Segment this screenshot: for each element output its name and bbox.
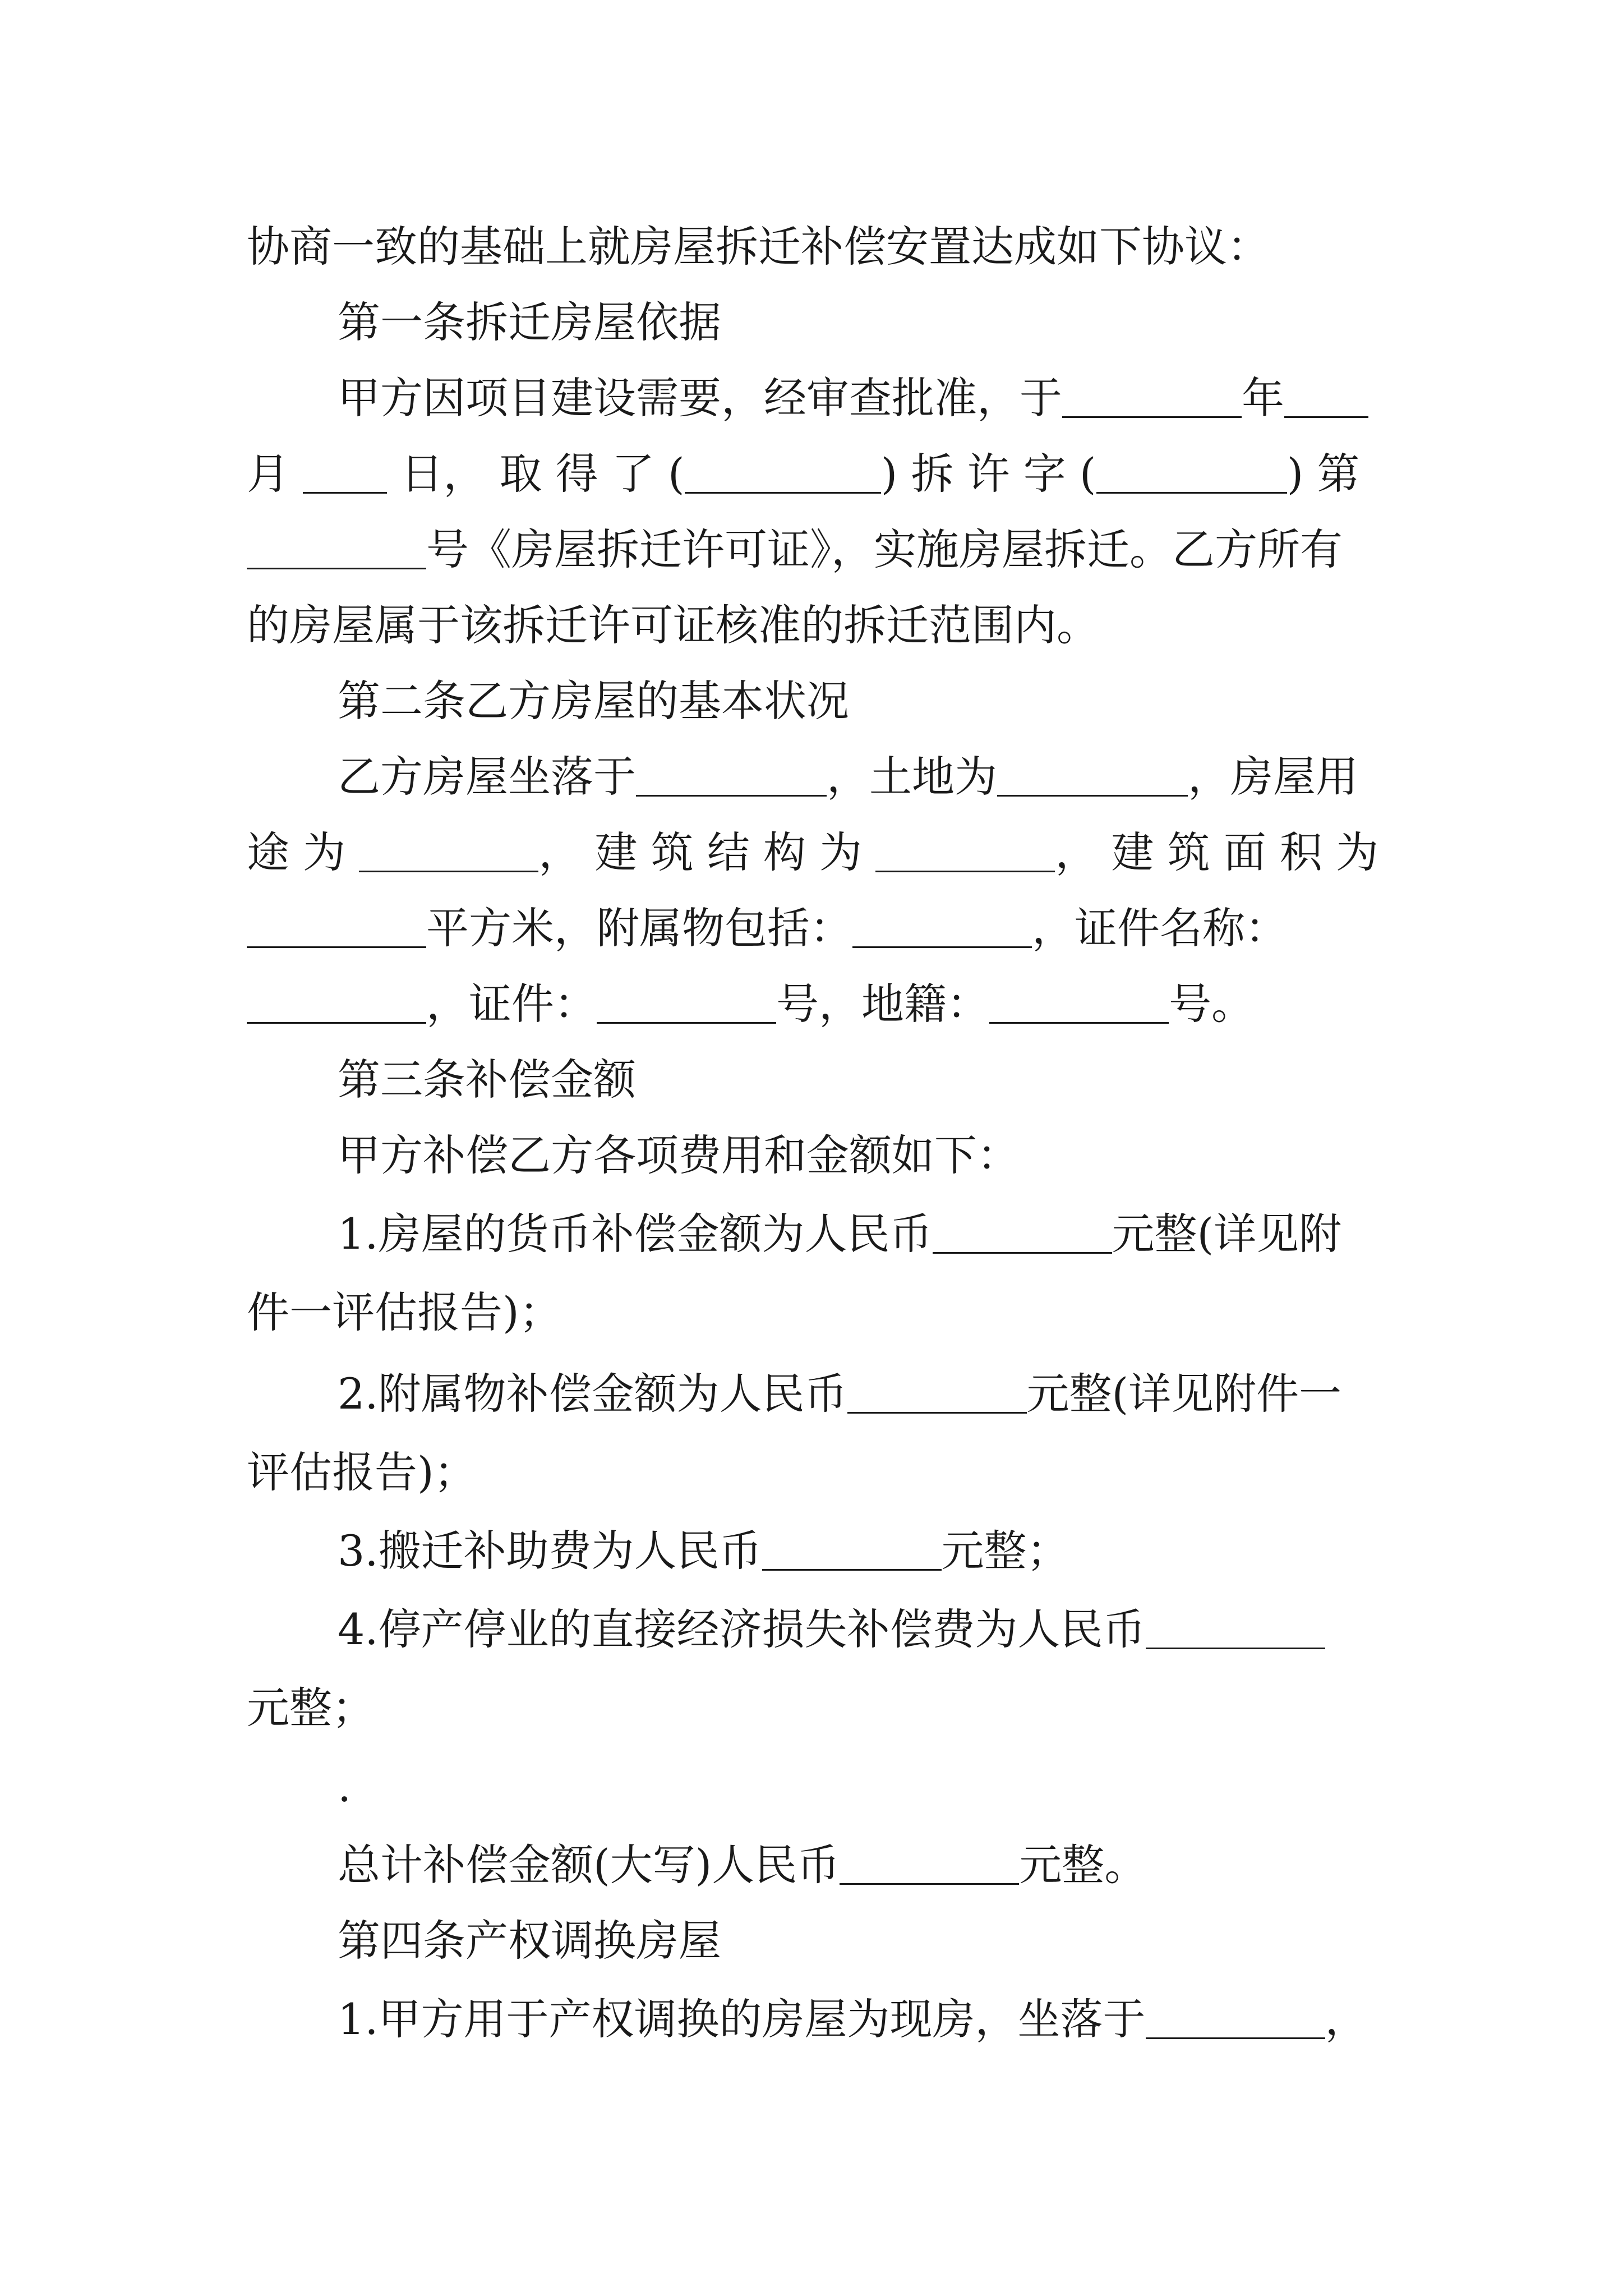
text-run: ) 拆 许 字 ( bbox=[880, 449, 1096, 499]
blank-field bbox=[247, 525, 426, 569]
section-heading-4 bbox=[338, 1907, 1623, 1975]
text-run: ，证件名称： bbox=[1032, 903, 1288, 953]
text-run: 4.停产停业的直接经济损失补偿费为人民币 bbox=[338, 1604, 1146, 1654]
intro-text: 协商一致的基础上就房屋拆迁补偿安置达成如下协议： bbox=[247, 222, 1270, 272]
list-item bbox=[338, 1517, 1623, 1585]
total-line bbox=[338, 1832, 1623, 1899]
blank-field bbox=[636, 752, 827, 797]
blank-field bbox=[852, 904, 1032, 948]
blank-field bbox=[875, 828, 1055, 872]
paragraph-line bbox=[247, 440, 1623, 508]
blank-field bbox=[840, 1841, 1019, 1885]
text-run: ，证件： bbox=[426, 979, 597, 1029]
text-run: 2.附属物补偿金额为人民币 bbox=[338, 1369, 847, 1419]
list-item-continuation bbox=[247, 1439, 1623, 1506]
text-run: 号。 bbox=[1169, 979, 1254, 1029]
text-run: 的房屋属于该拆迁许可证核准的拆迁范围内。 bbox=[247, 600, 1099, 650]
text-run: ， 建 筑 结 构 为 bbox=[538, 827, 863, 877]
blank-field bbox=[933, 1209, 1112, 1254]
text-run: 1.房屋的货币补偿金额为人民币 bbox=[338, 1209, 933, 1259]
blank-field bbox=[1146, 1995, 1325, 2039]
text-run: 1.甲方用于产权调换的房屋为现房，坐落于 bbox=[338, 1994, 1146, 2044]
text-run: ，土地为 bbox=[827, 752, 997, 802]
paragraph-line bbox=[338, 743, 1623, 811]
blank-field bbox=[1062, 374, 1242, 418]
text-run: 途 为 bbox=[247, 827, 346, 877]
paragraph-line bbox=[338, 365, 1623, 432]
text-run: 月 bbox=[247, 449, 289, 499]
text-run: . bbox=[338, 1761, 352, 1811]
text-run: ， bbox=[1325, 1994, 1368, 2044]
text-run: 件一评估报告)； bbox=[247, 1287, 562, 1337]
text-run: 日， 取 得 了 ( bbox=[400, 449, 685, 499]
paragraph-line bbox=[247, 819, 1623, 886]
heading-text: 第四条产权调换房屋 bbox=[338, 1916, 721, 1966]
section-heading-3 bbox=[338, 1046, 1623, 1114]
text-run: 元整(详见附件一 bbox=[1026, 1369, 1342, 1419]
text-run: 元整(详见附 bbox=[1112, 1209, 1342, 1259]
list-item bbox=[338, 1986, 1623, 2053]
heading-text: 第一条拆迁房屋依据 bbox=[338, 297, 721, 347]
blank-field bbox=[1146, 1605, 1325, 1649]
blank-field bbox=[597, 979, 776, 1024]
text-run: 甲方补偿乙方各项费用和金额如下： bbox=[338, 1130, 1020, 1180]
text-run: 元整； bbox=[247, 1683, 375, 1733]
text-run: 总计补偿金额(大写)人民币 bbox=[338, 1840, 840, 1890]
list-item bbox=[338, 1596, 1623, 1663]
blank-field bbox=[847, 1369, 1027, 1414]
heading-text: 第二条乙方房屋的基本状况 bbox=[338, 676, 849, 726]
text-run: 号，地籍： bbox=[776, 979, 989, 1029]
blank-field bbox=[247, 979, 426, 1024]
list-item-continuation bbox=[247, 1674, 1623, 1742]
paragraph-line bbox=[247, 970, 1623, 1038]
text-run: 平方米，附属物包括： bbox=[426, 903, 852, 953]
section-heading-1 bbox=[338, 289, 1623, 356]
text-run: 元整； bbox=[941, 1526, 1069, 1576]
blank-field bbox=[685, 449, 881, 494]
list-item bbox=[338, 1360, 1623, 1428]
blank-field bbox=[762, 1526, 942, 1571]
section-heading-2 bbox=[338, 668, 1623, 735]
text-run: ) 第 bbox=[1287, 449, 1360, 499]
text-run: 甲方因项目建设需要，经审查批准，于 bbox=[338, 373, 1062, 423]
text-run: ，房屋用 bbox=[1188, 752, 1358, 802]
heading-text: 第三条补偿金额 bbox=[338, 1055, 636, 1105]
blank-field bbox=[989, 979, 1169, 1024]
list-item-continuation bbox=[247, 1279, 1623, 1346]
stray-dot bbox=[338, 1753, 1623, 1820]
paragraph-line bbox=[338, 1122, 1623, 1189]
paragraph-intro bbox=[247, 213, 1623, 280]
blank-field bbox=[1096, 449, 1287, 494]
text-run: 3.搬迁补助费为人民币 bbox=[338, 1526, 762, 1576]
blank-field bbox=[247, 904, 426, 948]
paragraph-line bbox=[247, 516, 1623, 583]
list-item bbox=[338, 1200, 1623, 1268]
paragraph-line bbox=[247, 895, 1623, 962]
text-run: ， 建 筑 面 积 为 bbox=[1055, 827, 1379, 877]
text-run: 年 bbox=[1242, 373, 1284, 423]
blank-field bbox=[359, 828, 538, 872]
blank-field bbox=[997, 752, 1188, 797]
text-run: 号《房屋拆迁许可证》，实施房屋拆迁。乙方所有 bbox=[426, 524, 1343, 574]
text-run: 评估报告)； bbox=[247, 1447, 477, 1497]
text-run: 乙方房屋坐落于 bbox=[338, 752, 636, 802]
text-run: 元整。 bbox=[1019, 1840, 1147, 1890]
blank-field bbox=[303, 449, 387, 494]
blank-field bbox=[1284, 374, 1368, 418]
paragraph-line bbox=[247, 592, 1623, 659]
